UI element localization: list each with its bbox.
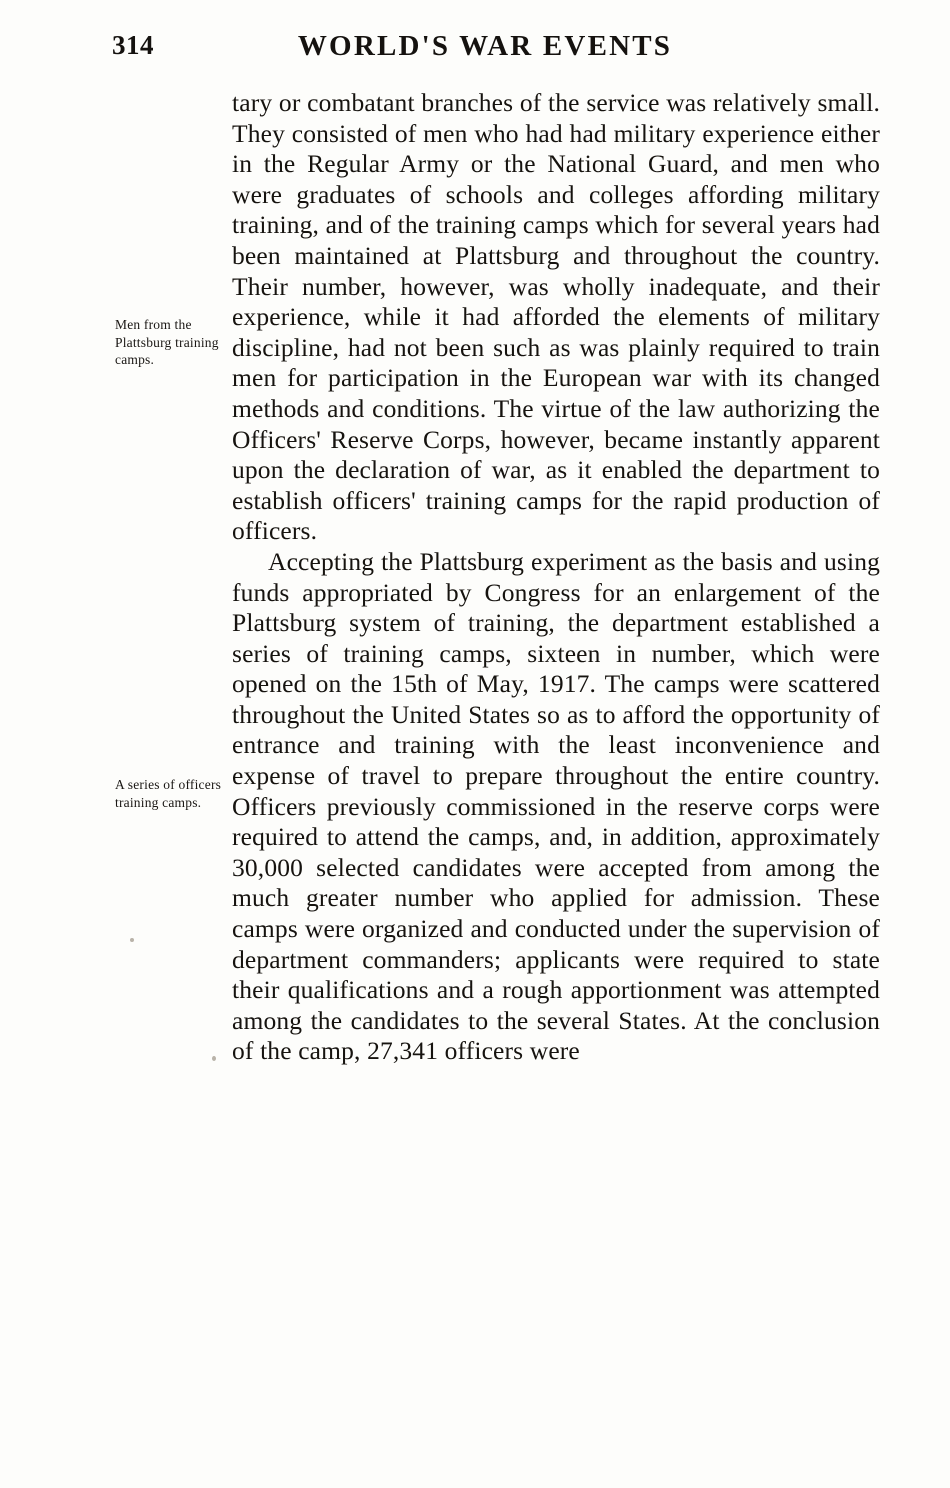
page-number: 314 [112, 30, 154, 60]
running-title: WORLD'S WAR EVENTS [297, 30, 673, 62]
sidenote-men-from-the-plattsburg-training-camps: Men from the Plattsburg training camps. [115, 317, 219, 367]
sidenote-a-series-of-officers-training-camps: A series of officers training camps. [115, 777, 222, 810]
running-head [0, 30, 950, 70]
body-text-column [232, 88, 880, 1067]
paragraph-2: Accepting the Plattsburg experiment as the basis and using funds appropriated by Congress for an enlargement of the Plattsburg system of training, the department established a series of training camps, sixteen in number, which were opened on the 15th of May, 1917. The camps were scattered throughout the United States so as to afford the opportunity of entrance and training with the least inconvenience and expense of travel to prepare throughout the entire country. Officers previously commissioned in the reserve corps were required to attend the camps, and, in addition, approximately 30,000 selected candidates were accepted from among the much greater number who applied for admission. These camps were organized and conducted under the supervision of department commanders; applicants were required to state their qualifications and a rough apportionment was attempted among the candidates to the several States. At the conclusion of the camp, 27,341 officers were [232, 546, 880, 1066]
paragraph-1: tary or combatant branches of the service was relatively small. They consisted of men who had had military experience either in the Regular Army or the National Guard, and men who were graduates of schools and colleges affording military training, and of the training camps which for several years had been maintained at Plattsburg and throughout the country. Their number, however, was wholly inadequate, and their experience, while it had afforded the elements of military discipline, had not been such as was plainly required to train men for participation in the European war with its changed methods and conditions. The virtue of the law authorizing the Officers' Reserve Corps, however, became instantly apparent upon the declaration of war, as it enabled the department to establish officers' training camps for the rapid production of officers. [232, 88, 880, 546]
page-speckle-icon [212, 1056, 216, 1061]
page-speckle-icon [130, 938, 134, 942]
